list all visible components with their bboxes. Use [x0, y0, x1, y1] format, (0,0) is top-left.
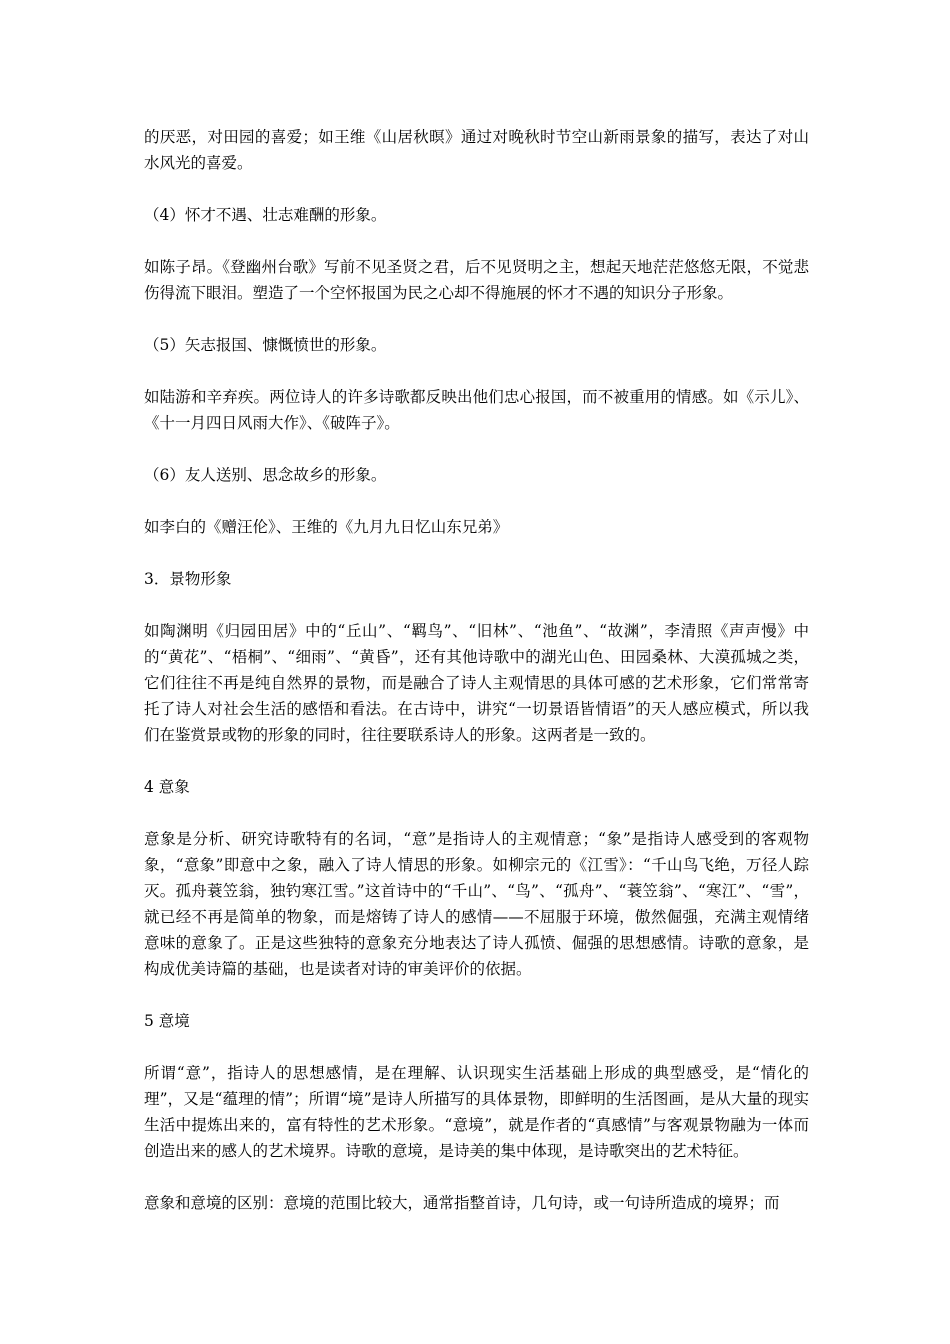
section-heading-3: 3．景物形象: [144, 570, 232, 588]
paragraph-scenery-image: 如陶渊明《归园田居》中的“丘山”、“羁鸟”、“旧林”、“池鱼”、“故渊”，李清照《声声慢》中的“黄花”、“梧桐”、“细雨”、“黄昏”，还有其他诗歌中的湖光山色、田园桑林、大漠孤城之类，它们往往不再是纯自然界的景物，而是融合了诗人主观情思的具体可感的艺术形象，它们常常寄托了诗人对社会生活的感悟和看法。在古诗中，讲究“一切景语皆情语”的天人感应模式，所以我们在鉴赏景或物的形象的同时，往往要联系诗人的形象。这两者是一致的。: [144, 622, 809, 744]
paragraph-imagery: 意象是分析、研究诗歌特有的名词，“意”是指诗人的主观情意；“象”是指诗人感受到的客观物象，“意象”即意中之象，融入了诗人情思的形象。如柳宗元的《江雪》：“千山鸟飞绝，万径人踪灭。孤舟蓑笠翁，独钓寒江雪。”这首诗中的“千山”、“鸟”、“孤舟”、“蓑笠翁”、“寒江”、“雪”，就已经不再是简单的物象，而是熔铸了诗人的感情——不屈服于环境，傲然倔强，充满主观情绪意味的意象了。正是这些独特的意象充分地表达了诗人孤愤、倔强的思想感情。诗歌的意象，是构成优美诗篇的基础，也是读者对诗的审美评价的依据。: [144, 830, 809, 978]
subheading-6: （6）友人送别、思念故乡的形象。: [144, 466, 387, 484]
paragraph-li-bai-wang-wei: 如李白的《赠汪伦》、王维的《九月九日忆山东兄弟》: [144, 518, 509, 536]
paragraph-continuation: 的厌恶，对田园的喜爱；如王维《山居秋暝》通过对晚秋时节空山新雨景象的描写，表达了对山水风光的喜爱。: [144, 128, 809, 172]
section-heading-5: 5 意境: [144, 1012, 190, 1030]
paragraph-artistic-conception: 所谓“意”，指诗人的思想感情，是在理解、认识现实生活基础上形成的典型感受，是“情化的理”，又是“蕴理的情”；所谓“境”是诗人所描写的具体景物，即鲜明的生活图画，是从大量的现实生活中提炼出来的，富有特性的艺术形象。“意境”，就是作者的“真感情”与客观景物融为一体而创造出来的感人的艺术境界。诗歌的意境，是诗美的集中体现，是诗歌突出的艺术特征。: [144, 1064, 809, 1160]
paragraph-lu-you-xin-qiji: 如陆游和辛弃疾。两位诗人的许多诗歌都反映出他们忠心报国，而不被重用的情感。如《示儿》、《十一月四日风雨大作》、《破阵子》。: [144, 388, 809, 432]
section-heading-4: 4 意象: [144, 778, 190, 796]
document-body: [144, 124, 809, 1242]
subheading-4: （4）怀才不遇、壮志难酬的形象。: [144, 206, 387, 224]
subheading-5: （5）矢志报国、慷慨愤世的形象。: [144, 336, 387, 354]
paragraph-chen-ziang: 如陈子昂。《登幽州台歌》写前不见圣贤之君，后不见贤明之主，想起天地茫茫悠悠无限，不觉悲伤得流下眼泪。塑造了一个空怀报国为民之心却不得施展的怀才不遇的知识分子形象。: [144, 258, 809, 302]
paragraph-difference: 意象和意境的区别：意境的范围比较大，通常指整首诗，几句诗，或一句诗所造成的境界；而: [144, 1194, 780, 1212]
